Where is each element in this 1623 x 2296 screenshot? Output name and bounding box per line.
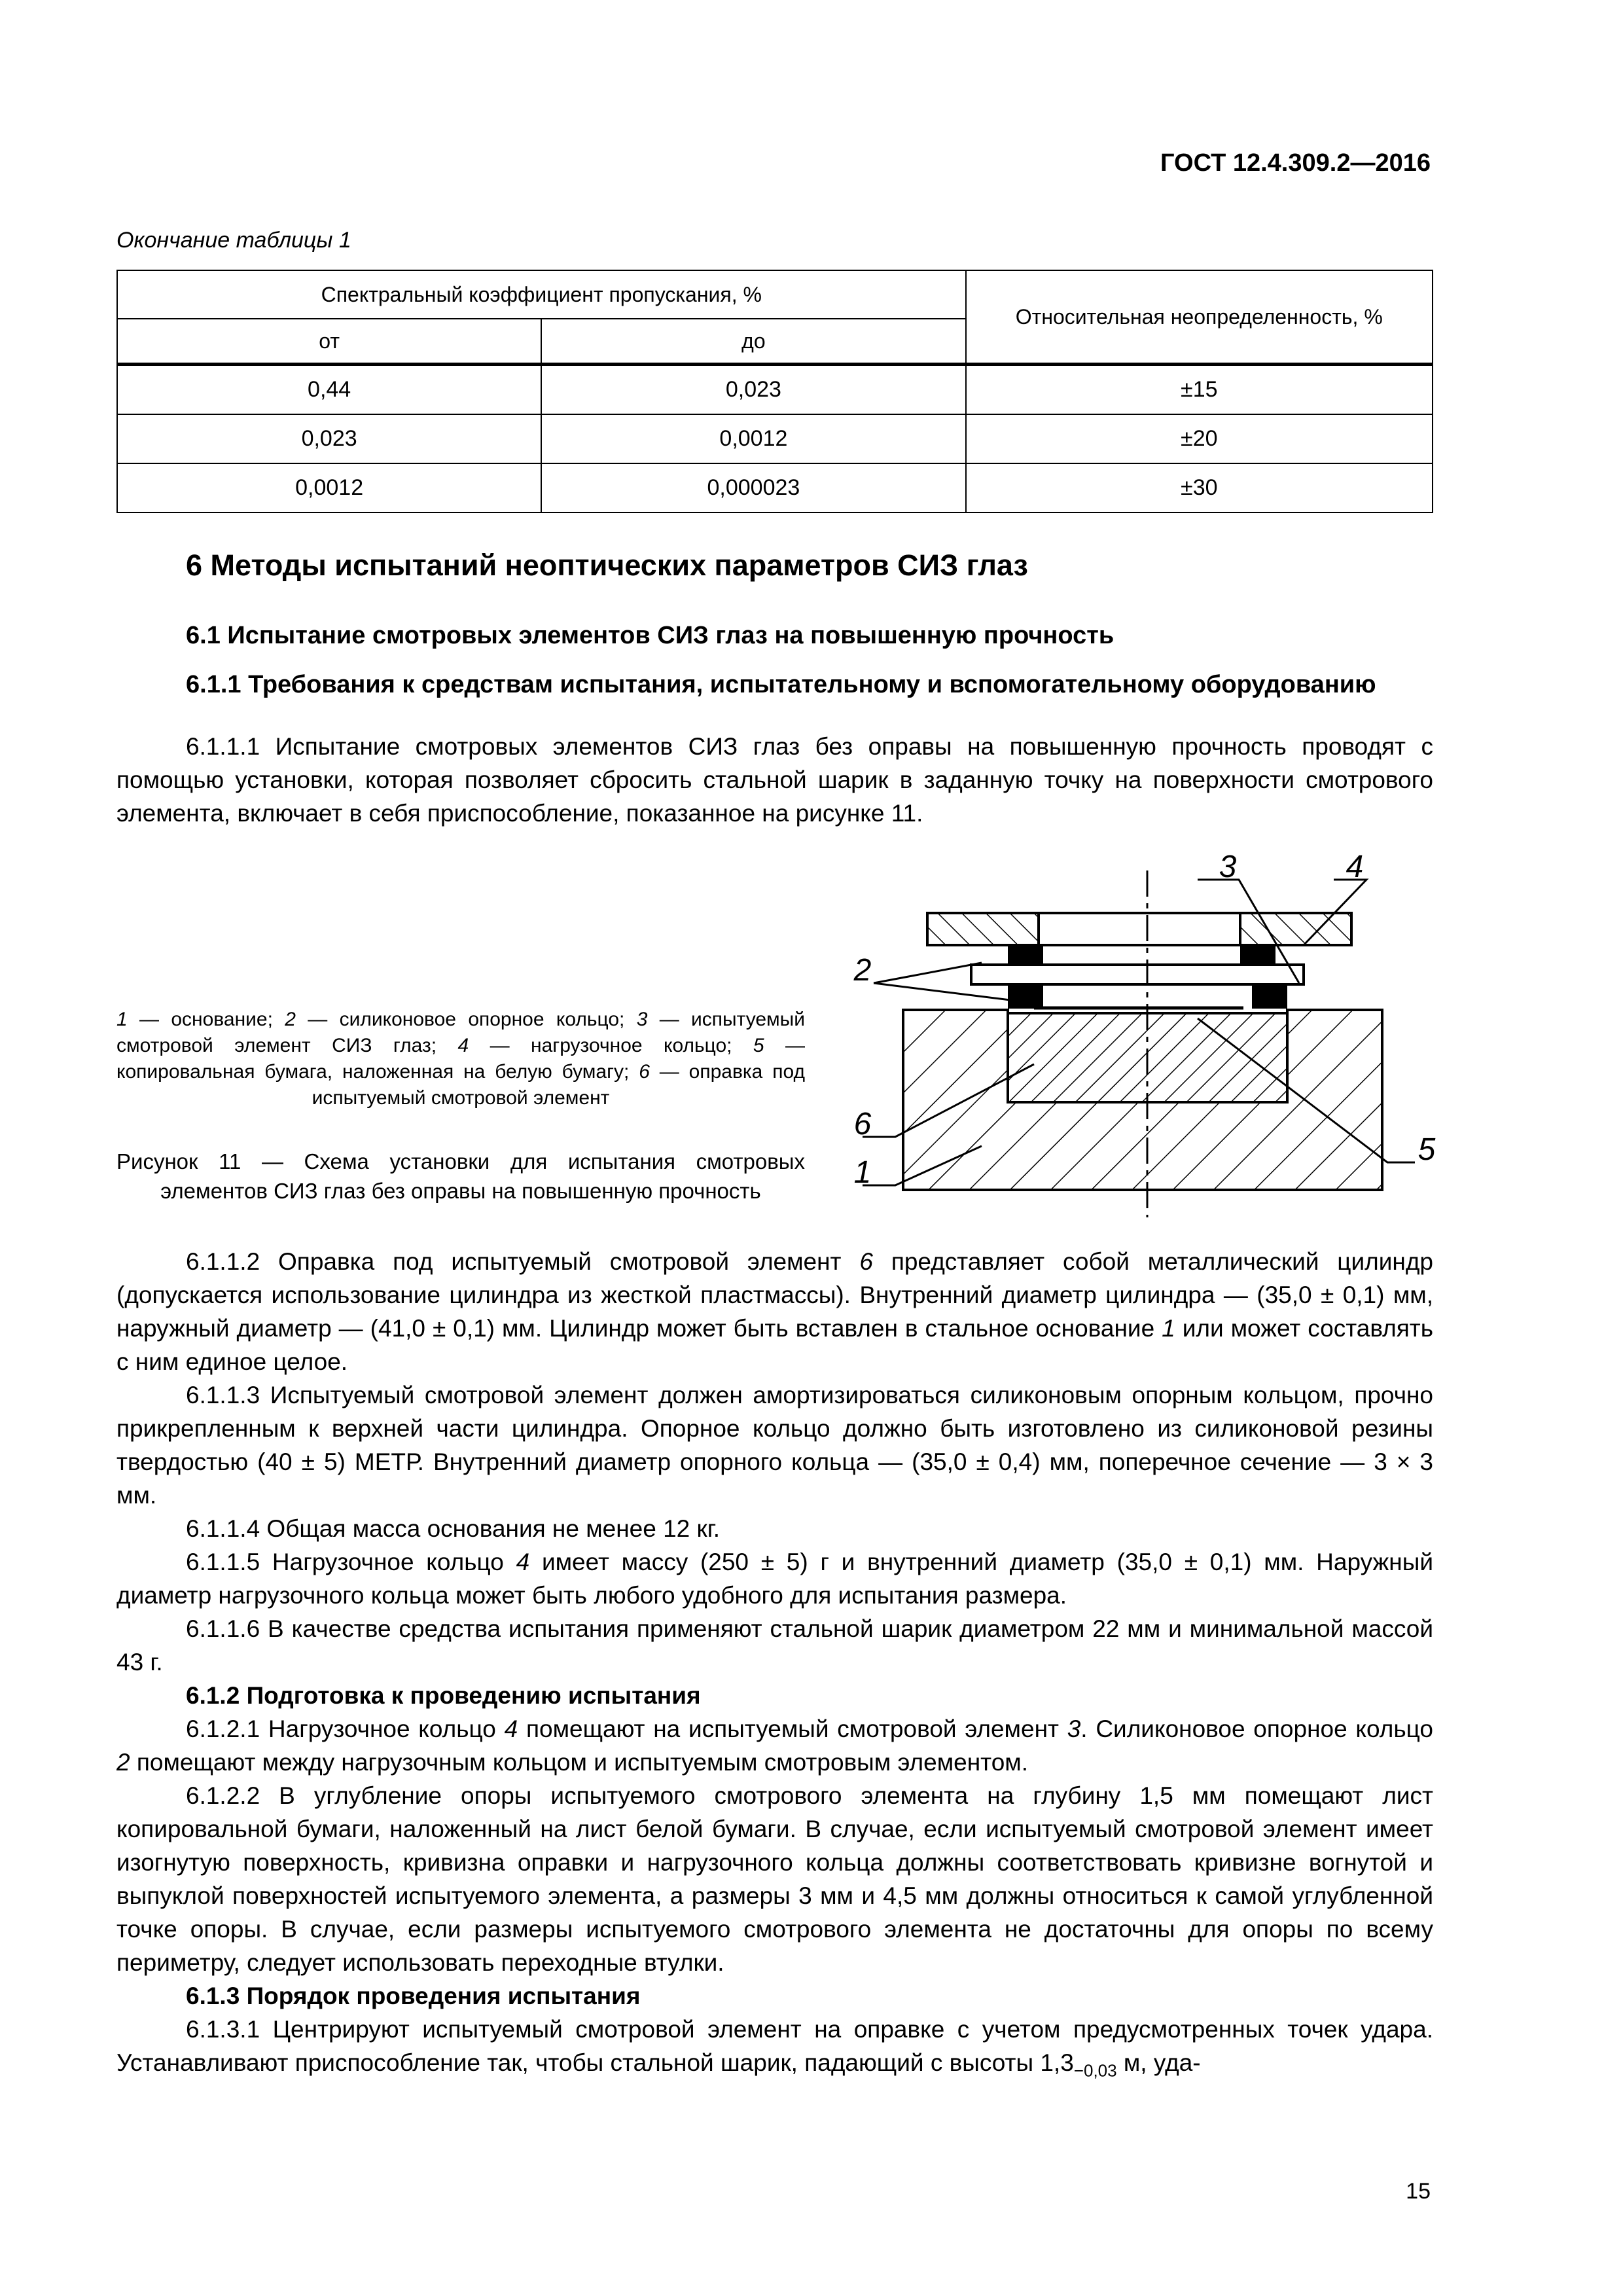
label-5: 5	[1418, 1132, 1436, 1167]
legend-num: 3	[636, 1009, 648, 1030]
standard-code: ГОСТ 12.4.309.2—2016	[1160, 149, 1431, 177]
figure-caption: Рисунок 11 — Схема установки для испытания смотровых элементов СИЗ глаз без оправы на повышенную прочность	[116, 1149, 805, 1203]
cell-uncertainty: ±20	[966, 414, 1433, 463]
text-run: помещают на испытуемый смотровой элемент	[518, 1715, 1067, 1742]
text-run: 6.1.2.1 Нагрузочное кольцо	[186, 1715, 505, 1742]
label-2: 2	[853, 953, 872, 988]
label-6: 6	[853, 1107, 872, 1141]
text-run: помещают между нагрузочным кольцом и испытуемым смотровым элементом.	[130, 1749, 1028, 1776]
legend-num: 2	[285, 1009, 296, 1030]
legend-num: 6	[639, 1061, 650, 1083]
legend-text: — основание;	[127, 1009, 285, 1030]
cell-uncertainty: ±30	[966, 463, 1433, 512]
paragraph-6-1-2-1	[116, 1712, 1433, 1779]
header-uncertainty: Относительная неопределенность, %	[966, 270, 1433, 365]
load-ring	[927, 913, 1351, 945]
item-ref: 1	[1162, 1315, 1175, 1342]
text-run: 6.1.1.2 Оправка под испытуемый смотровой элемент	[186, 1248, 860, 1275]
paragraph-6-1-1-2	[116, 1245, 1433, 1378]
cell-uncertainty: ±15	[966, 365, 1433, 415]
text-run: 6.1.1.5 Нагрузочное кольцо	[186, 1549, 516, 1575]
legend-num: 1	[116, 1009, 128, 1030]
paragraph-6-1-1-1: 6.1.1.1 Испытание смотровых элементов СИЗ глаз без оправы на повышенную прочность проводят с помощью установки, которая позволяет сбросить стальной шарик в заданную точку на поверхности смотрового элемента, включает в себя приспособление, показанное на рисунке 11.	[116, 733, 1433, 827]
item-ref: 2	[116, 1749, 130, 1776]
text-run: или может составлять с ним единое целое.	[116, 1315, 1434, 1375]
text-run: . Силиконовое опорное кольцо	[1080, 1715, 1434, 1742]
page-number: 15	[1406, 2179, 1431, 2204]
table-caption: Окончание таблицы 1	[116, 228, 351, 253]
cell-from: 0,44	[117, 365, 541, 415]
legend-text: — оправка под испытуемый смотровой элемент	[312, 1061, 805, 1109]
legend-num: 5	[753, 1035, 764, 1056]
subsection-6-1-3-title: 6.1.3 Порядок проведения испытания	[186, 1982, 641, 2009]
text-run: имеет массу (250 ± 5) г и внутренний диаметр (35,0 ± 0,1) мм. Наружный диаметр нагрузочного кольца может быть любого удобного для испытания размера.	[116, 1549, 1433, 1609]
label-3: 3	[1219, 850, 1237, 884]
legend-text: — копировальная бумага, наложенная на белую бумагу;	[116, 1035, 805, 1083]
label-1: 1	[853, 1155, 872, 1190]
section-title: 6 Методы испытаний неоптических параметров СИЗ глаз	[186, 548, 1028, 582]
cell-to: 0,0012	[541, 414, 965, 463]
legend-num: 4	[457, 1035, 469, 1056]
cell-to: 0,023	[541, 365, 965, 415]
test-setup-drawing	[818, 844, 1459, 1237]
text-run: представляет собой металлический цилиндр (допускается использование цилиндра из жесткой пластмассы). Внутренний диаметр цилиндра — (35,0 ± 0,1) мм, наружный диаметр — (41,0 ± 0,1) мм. Цилиндр может быть вставлен в стальное основание	[116, 1248, 1433, 1342]
legend-text: — силиконовое опорное кольцо;	[295, 1009, 637, 1030]
cell-from: 0,0012	[117, 463, 541, 512]
paragraph-6-1-2-2: 6.1.2.2 В углубление опоры испытуемого смотрового элемента на глубину 1,5 мм помещают лист копировальной бумаги, наложенный на лист белой бумаги. В случае, если испытуемый смотровой элемент имеет изогнутую поверхность, кривизна оправки и нагрузочного кольца должны соответствовать кривизне вогнутой и выпуклой поверхностей испытуемого элемента, а размеры 3 мм и 4,5 мм должны относиться к самой углубленной точке опоры. В случае, если размеры испытуемого смотрового элемента не достаточны для опоры по всему периметру, следует использовать переходные втулки.	[116, 1782, 1433, 1976]
lens-element	[971, 965, 1304, 984]
header-spectral-coefficient: Спектральный коэффициент пропускания, %	[117, 270, 966, 319]
item-ref: 4	[504, 1715, 518, 1742]
header-from: от	[117, 319, 541, 365]
item-ref: 4	[516, 1549, 530, 1575]
legend-text: — нагрузочное кольцо;	[469, 1035, 753, 1056]
transmittance-table	[116, 270, 1433, 513]
text-run: м, уда-	[1116, 2049, 1201, 2076]
subsection-6-1-2-title: 6.1.2 Подготовка к проведению испытания	[186, 1682, 701, 1709]
cell-to: 0,000023	[541, 463, 965, 512]
legend-text: — испытуемый смотровой элемент СИЗ глаз;	[116, 1009, 805, 1056]
table-header-row	[117, 270, 1433, 319]
paragraph-6-1-1-5	[116, 1545, 1433, 1612]
paragraph-6-1-1-6: 6.1.1.6 В качестве средства испытания применяют стальной шарик диаметром 22 мм и минимальной массой 43 г.	[116, 1615, 1433, 1676]
table-row	[117, 365, 1433, 415]
table-row	[117, 463, 1433, 512]
figure-legend	[116, 1007, 805, 1111]
paragraph-6-1-1-3: 6.1.1.3 Испытуемый смотровой элемент должен амортизироваться силиконовым опорным кольцом, прочно прикрепленным к верхней части цилиндра. Опорное кольцо должно быть изготовлено из силиконовой резины твердостью (40 ± 5) МЕТР. Внутренний диаметр опорного кольца — (35,0 ± 0,4) мм, поперечное сечение — 3 × 3 мм.	[116, 1382, 1433, 1509]
item-ref: 6	[859, 1248, 873, 1275]
paragraph-6-1-3-1	[116, 2013, 1433, 2087]
text-run: 6.1.3.1 Центрируют испытуемый смотровой элемент на оправке с учетом предусмотренных точек удара. Устанавливают приспособление так, чтобы стальной шарик, падающий с высоты 1,3	[116, 2016, 1433, 2076]
subsection-6-1-title: 6.1 Испытание смотровых элементов СИЗ глаз на повышенную прочность	[186, 622, 1115, 649]
tolerance-subscript: −0,03	[1073, 2060, 1117, 2081]
table-row	[117, 414, 1433, 463]
cell-from: 0,023	[117, 414, 541, 463]
label-4: 4	[1346, 850, 1364, 884]
item-ref: 3	[1067, 1715, 1081, 1742]
subsection-6-1-1-title: 6.1.1 Требования к средствам испытания, испытательному и вспомогательному оборудованию	[186, 671, 1376, 698]
header-to: до	[541, 319, 965, 365]
paragraph-6-1-1-4: 6.1.1.4 Общая масса основания не менее 12 кг.	[186, 1515, 720, 1542]
